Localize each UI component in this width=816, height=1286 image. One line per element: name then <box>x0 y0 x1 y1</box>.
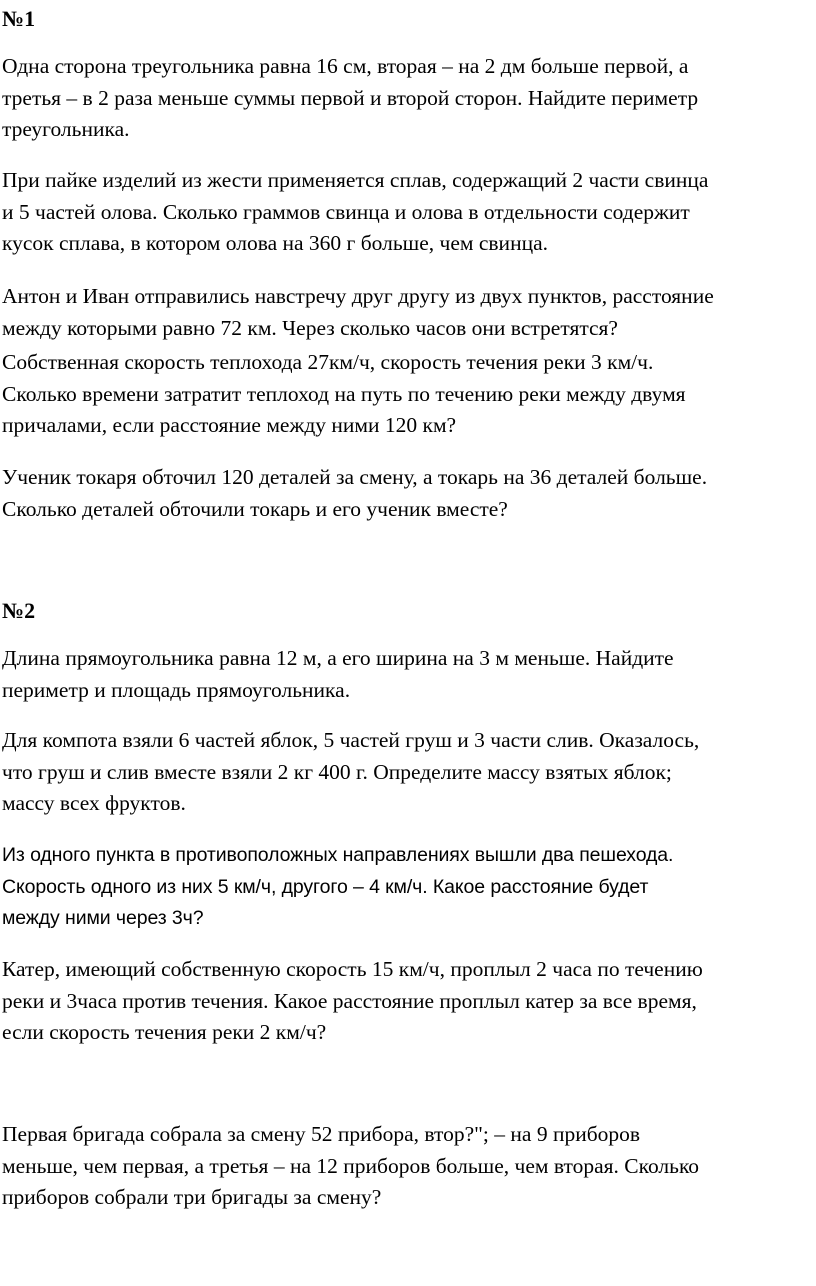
problem-line: Первая бригада собрала за смену 52 прибора, втор?"; – на 9 приборов <box>2 1122 641 1146</box>
problem-line: Длина прямоугольника равна 12 м, а его ширина на 3 м меньше. Найдите <box>2 646 674 670</box>
problem-2-5 <box>2 1119 814 1214</box>
problem-1-4 <box>2 347 814 442</box>
problem-line: кусок сплава, в котором олова на 360 г больше, чем свинца. <box>2 231 548 255</box>
problem-line: массу всех фруктов. <box>2 791 186 815</box>
problem-line: треугольника. <box>2 117 130 141</box>
problem-line: третья – в 2 раза меньше суммы первой и второй сторон. Найдите периметр <box>2 85 699 110</box>
problem-line: между ними через 3ч? <box>2 907 204 929</box>
section-1-heading: №1 <box>2 6 36 31</box>
problem-1-2 <box>2 165 814 260</box>
problem-line: приборов собрали три бригады за смену? <box>2 1185 382 1209</box>
problem-1-1 <box>2 51 814 146</box>
problem-line: и 5 частей олова. Сколько граммов свинца и олова в отдельности содержит <box>2 199 690 224</box>
problem-line: При пайке изделий из жести применяется сплав, содержащий 2 части свинца <box>2 168 709 192</box>
problem-line: Ученик токаря обточил 120 деталей за смену, а токарь на 36 деталей больше. <box>2 465 708 489</box>
problem-line: Из одного пункта в противоположных направлениях вышли два пешехода. <box>2 844 674 866</box>
problem-1-3 <box>2 281 814 344</box>
problem-2-2 <box>2 725 814 820</box>
problem-2-3 <box>2 840 814 935</box>
problem-line: причалами, если расстояние между ними 120 км? <box>2 413 457 437</box>
problem-1-5 <box>2 462 814 525</box>
problem-line: Сколько времени затратит теплоход на путь по течению реки между двумя <box>2 381 686 406</box>
problem-line: Катер, имеющий собственную скорость 15 км/ч, проплыл 2 часа по течению <box>2 957 703 981</box>
problem-line: Одна сторона треугольника равна 16 см, вторая – на 2 дм больше первой, а <box>2 54 689 78</box>
problem-line: Для компота взяли 6 частей яблок, 5 частей груш и 3 части слив. Оказалось, <box>2 728 700 752</box>
problem-line: между которыми равно 72 км. Через сколько часов они встретятся? <box>2 315 618 340</box>
problem-line: Антон и Иван отправились навстречу друг другу из двух пунктов, расстояние <box>2 284 714 308</box>
problem-line: Собственная скорость теплохода 27км/ч, скорость течения реки 3 км/ч. <box>2 350 654 374</box>
problem-line: меньше, чем первая, а третья – на 12 приборов больше, чем вторая. Сколько <box>2 1153 700 1178</box>
problem-2-1 <box>2 643 814 706</box>
problem-line: периметр и площадь прямоугольника. <box>2 677 351 702</box>
problem-line: если скорость течения реки 2 км/ч? <box>2 1020 327 1044</box>
problem-line: Скорость одного из них 5 км/ч, другого – 4 км/ч. Какое расстояние будет <box>2 875 649 898</box>
problem-line: реки и 3часа против течения. Какое расстояние проплыл катер за все время, <box>2 988 697 1013</box>
section-2-heading: №2 <box>2 598 36 623</box>
problem-line: что груш и слив вместе взяли 2 кг 400 г. Определите массу взятых яблок; <box>2 759 672 784</box>
problem-line: Сколько деталей обточили токарь и его ученик вместе? <box>2 496 508 521</box>
problem-2-4 <box>2 954 814 1049</box>
